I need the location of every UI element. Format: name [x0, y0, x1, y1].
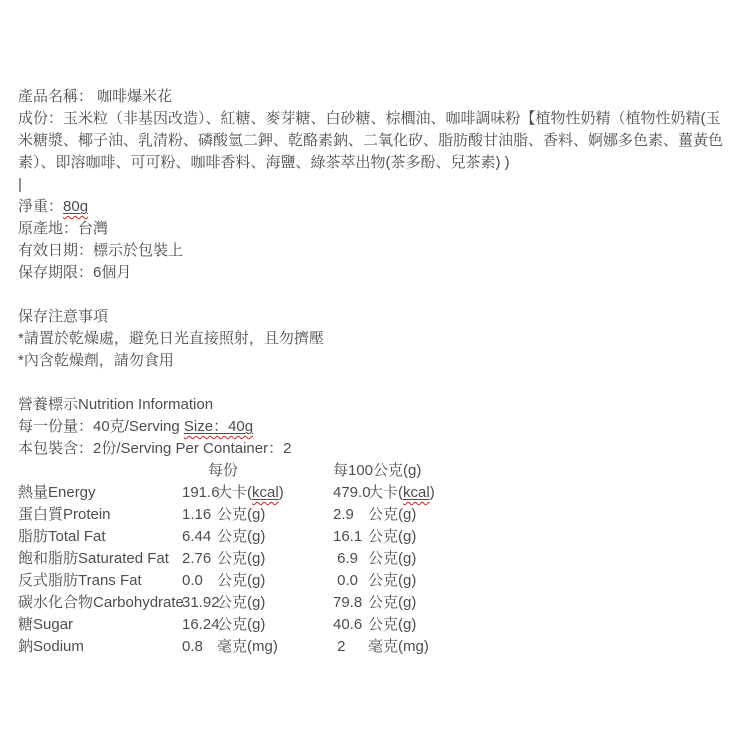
product-name-label: 產品名稱： [18, 88, 98, 105]
nutrition-row-energy [18, 482, 730, 504]
unit-prefix: 大卡( [368, 484, 403, 501]
nutrition-row [18, 636, 730, 658]
col-header-per-serving: 每份 [208, 462, 239, 479]
nutrient-label: 熱量Energy [18, 484, 96, 501]
serving-size-prefix: 每一份量：40克/Serving [18, 418, 184, 435]
per-100g-unit [368, 482, 730, 504]
blank-line [18, 372, 730, 394]
per-100g-value: 2.9 [333, 506, 354, 523]
shelf-life-line: 保存期限：6個月 [18, 264, 132, 281]
product-name-line [18, 86, 730, 108]
per-100g-value: 40.6 [333, 616, 363, 633]
nutrition-row [18, 592, 730, 614]
per-100g-unit: 公克(g) [368, 616, 417, 633]
expiry-date-line: 有效日期：標示於包裝上 [18, 242, 184, 259]
per-serving-value: 191.6 [182, 484, 220, 501]
unit-suffix: ) [278, 484, 284, 501]
nutrition-title: 營養標示Nutrition Information [18, 396, 214, 413]
per-serving-unit: 公克(g) [217, 528, 266, 545]
per-serving-value: 0.8 [182, 638, 203, 655]
product-name-value: 咖啡爆米花 [97, 88, 173, 105]
nutrition-row [18, 570, 730, 592]
per-serving-unit: 公克(g) [217, 506, 266, 523]
unit-prefix: 大卡( [217, 484, 252, 501]
storage-note-2: *內含乾燥劑，請勿食用 [18, 352, 174, 369]
per-serving-unit: 公克(g) [217, 594, 266, 611]
storage-title: 保存注意事項 [18, 308, 109, 325]
text-cursor: | [18, 176, 22, 193]
per-100g-unit: 毫克(mg) [368, 638, 429, 655]
per-serving-value: 2.76 [182, 550, 212, 567]
per-100g-unit: 公克(g) [368, 528, 417, 545]
nutrient-label: 脂肪Total Fat [18, 528, 106, 545]
serving-size-value: Size：40g [183, 418, 254, 435]
per-serving-value: 1.16 [182, 506, 212, 523]
per-100g-value: 479.0 [333, 484, 371, 501]
per-100g-value: 6.9 [333, 550, 359, 567]
per-100g-value: 2 [333, 638, 346, 655]
per-serving-value: 31.92 [182, 594, 220, 611]
per-100g-value: 16.1 [333, 528, 363, 545]
spellcheck-marked-text [252, 484, 279, 501]
spellcheck-marked-text [403, 484, 430, 501]
per-serving-value: 0.0 [182, 572, 203, 589]
kcal-text: kcal [403, 484, 430, 501]
net-weight-value: 80g [63, 198, 89, 215]
nutrition-row [18, 548, 730, 570]
col-header-per-100g: 每100公克(g) [333, 462, 422, 479]
storage-note-1: *請置於乾燥處，避免日光直接照射，且勿擠壓 [18, 330, 324, 347]
nutrition-table [18, 460, 730, 658]
per-100g-unit: 公克(g) [368, 506, 417, 523]
nutrition-row [18, 526, 730, 548]
per-serving-unit: 毫克(mg) [217, 638, 278, 655]
nutrient-label: 鈉Sodium [18, 638, 84, 655]
net-weight-label: 淨重： [18, 198, 64, 215]
per-100g-value: 0.0 [333, 572, 359, 589]
nutrition-row [18, 504, 730, 526]
net-weight-line [18, 196, 730, 218]
per-serving-unit: 公克(g) [217, 616, 266, 633]
unit-suffix: ) [429, 484, 435, 501]
per-100g-unit: 公克(g) [368, 594, 417, 611]
per-serving-value: 16.24 [182, 616, 220, 633]
nutrition-header-row [18, 460, 730, 482]
servings-per-container-line: 本包裝含：2份/Serving Per Container：2 [18, 440, 292, 457]
nutrient-label: 碳水化合物Carbohydrate [18, 594, 184, 611]
nutrition-row [18, 614, 730, 636]
blank-line [18, 284, 730, 306]
nutrient-label: 反式脂肪Trans Fat [18, 572, 142, 589]
spellcheck-marked-text [184, 418, 253, 435]
kcal-text: kcal [252, 484, 279, 501]
per-100g-value: 79.8 [333, 594, 363, 611]
per-100g-unit: 公克(g) [368, 572, 417, 589]
nutrient-label: 蛋白質Protein [18, 506, 111, 523]
origin-line: 原產地：台灣 [18, 220, 109, 237]
per-serving-unit: 公克(g) [217, 572, 266, 589]
spellcheck-marked-text [63, 198, 88, 215]
per-serving-unit [217, 482, 333, 504]
per-serving-unit: 公克(g) [217, 550, 266, 567]
nutrient-label: 糖Sugar [18, 616, 74, 633]
nutrient-label: 飽和脂肪Saturated Fat [18, 550, 169, 567]
per-100g-unit: 公克(g) [368, 550, 417, 567]
per-serving-value: 6.44 [182, 528, 212, 545]
serving-size-line [18, 416, 730, 438]
ingredients-text: 成份：玉米粒（非基因改造）、紅糖、麥芽糖、白砂糖、棕櫚油、咖啡調味粉【植物性奶精（植物性奶精(玉米糖漿、椰子油、乳清粉、磷酸氫二鉀、乾酪素鈉、二氧化矽、脂肪酸甘油脂、香料、婀娜多色素、薑黃色素）、即溶咖啡、可可粉、咖啡香料、海鹽、綠茶萃出物(茶多酚、兒茶素) ) [18, 110, 724, 171]
